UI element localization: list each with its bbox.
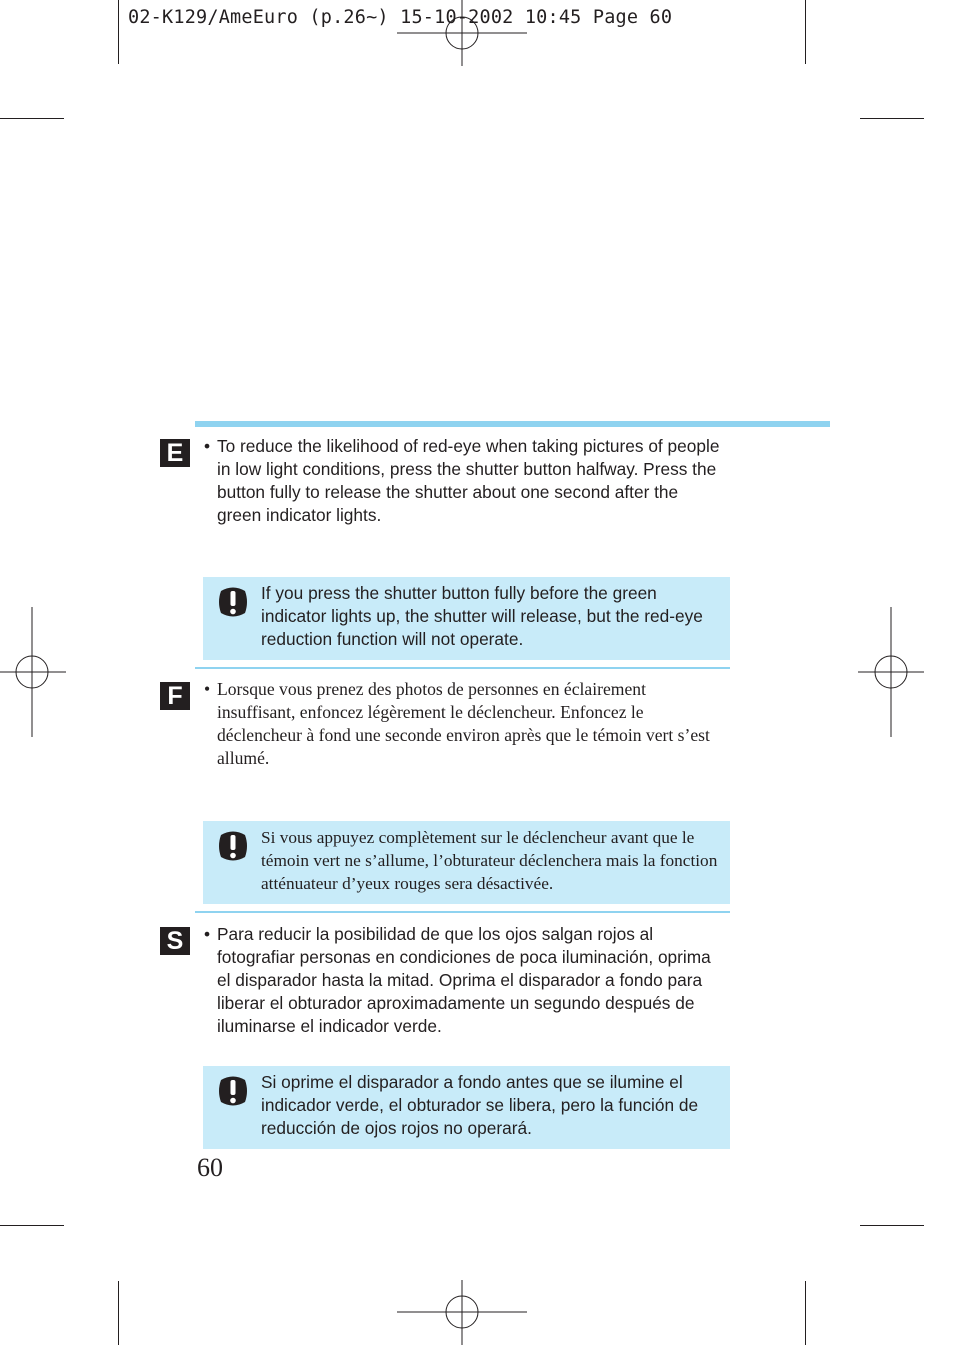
caution-exclamation-icon <box>217 585 249 619</box>
caution-note-spanish <box>203 1066 730 1149</box>
section-divider <box>195 911 730 913</box>
bullet-spanish <box>204 923 724 1038</box>
registration-mark-bottom-icon <box>397 1280 527 1345</box>
language-tag-spanish: S <box>160 927 190 955</box>
language-tag-french: F <box>160 682 190 710</box>
caution-note-french <box>203 821 730 904</box>
bullet-dot: • <box>204 436 211 456</box>
caution-exclamation-icon <box>217 829 249 863</box>
bullet-text-french: Lorsque vous prenez des photos de personnes en éclairement insuffisant, enfoncez légèrement le déclencheur. Enfoncez le déclencheur à fond une seconde environ après que le témoin vert s’est allumé. <box>217 679 710 768</box>
registration-mark-top-icon <box>397 0 527 66</box>
bullet-text-english: To reduce the likelihood of red-eye when taking pictures of people in low light conditions, press the shutter button halfway. Press the button fully to release the shutter about one second after the green indicator lights. <box>217 436 720 525</box>
caution-exclamation-icon <box>217 1074 249 1108</box>
page-number: 60 <box>197 1153 223 1182</box>
caution-text-english: If you press the shutter button fully before the green indicator lights up, the shutter will release, but the red-eye reduction function will not operate. <box>261 583 703 649</box>
registration-mark-left-icon <box>0 607 66 737</box>
section-divider <box>195 667 730 669</box>
caution-text-spanish: Si oprime el disparador a fondo antes que se ilumine el indicador verde, el obturador se libera, pero la función de reducción de ojos rojos no operará. <box>261 1072 699 1138</box>
bullet-french <box>204 678 724 770</box>
bullet-english <box>204 435 724 527</box>
bullet-dot: • <box>204 679 211 699</box>
caution-note-english <box>203 577 730 660</box>
caution-text-french: Si vous appuyez complètement sur le déclencheur avant que le témoin vert ne s’allume, l’obturateur déclenchera mais la fonction atténuateur d’yeux rouges sera désactivée. <box>261 828 718 893</box>
printer-slug: 02-K129/AmeEuro (p.26~) 15-10-2002 10:45 Page 60 <box>128 7 673 28</box>
language-tag-english: E <box>160 439 190 467</box>
section-top-rule <box>195 421 830 427</box>
registration-mark-right-icon <box>858 607 924 737</box>
bullet-dot: • <box>204 924 211 944</box>
bullet-text-spanish: Para reducir la posibilidad de que los ojos salgan rojos al fotografiar personas en condiciones de poca iluminación, oprima el disparador hasta la mitad. Oprima el disparador a fondo para liberar el obturador aproximadamente un segundo después de iluminarse el indicador verde. <box>217 924 711 1036</box>
